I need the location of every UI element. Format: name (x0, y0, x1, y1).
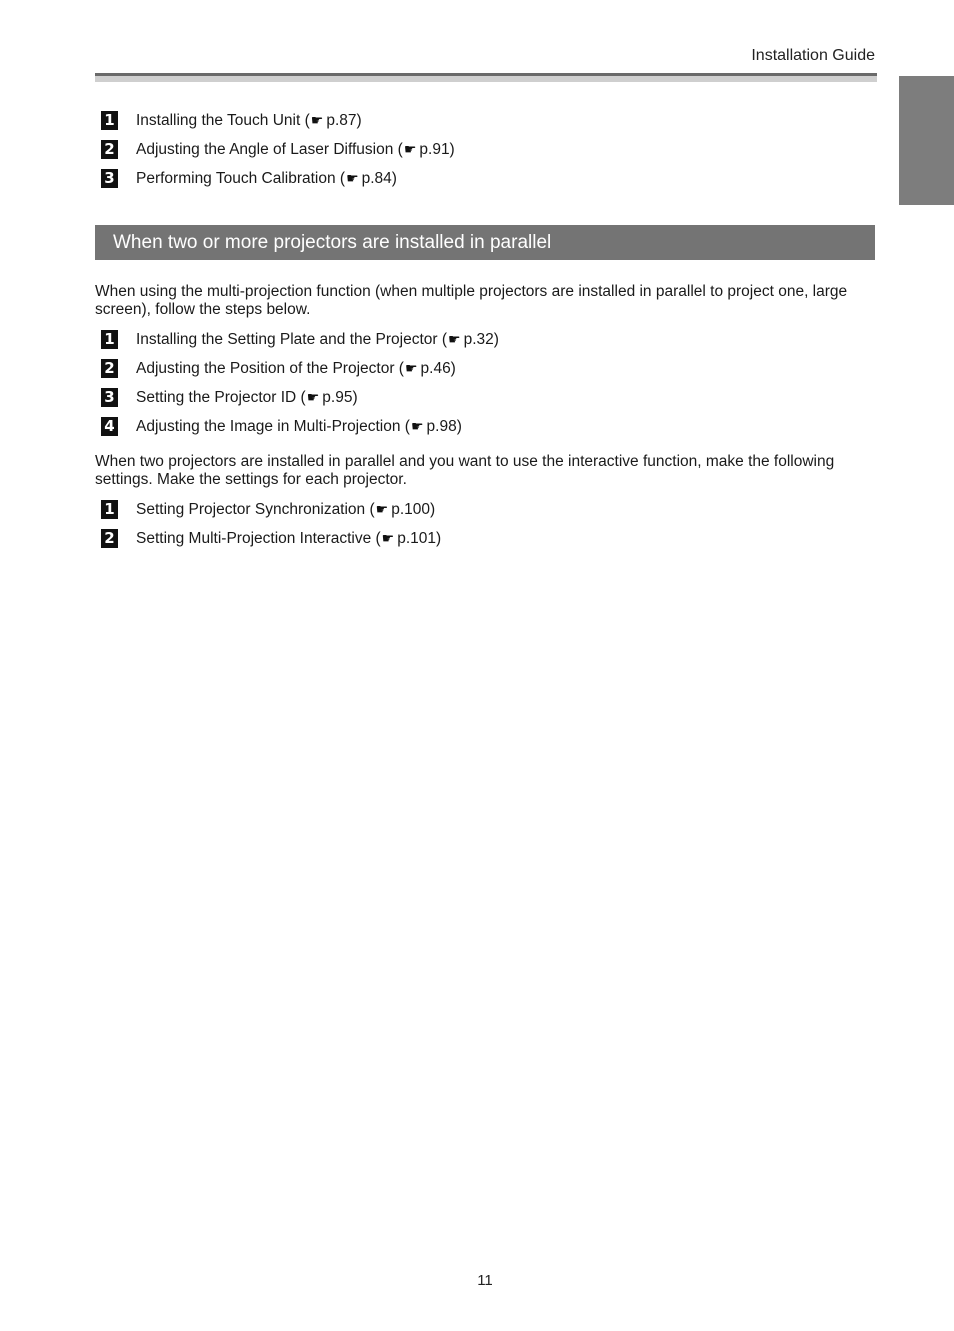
page-reference[interactable]: p.32) (463, 330, 499, 348)
pointing-hand-icon: ☛ (310, 111, 324, 128)
step-item (101, 354, 499, 383)
step-number: 2 (101, 359, 118, 378)
step-item (101, 164, 455, 193)
pointing-hand-icon: ☛ (404, 359, 418, 376)
pointing-hand-icon: ☛ (403, 140, 417, 157)
page-reference[interactable]: p.95) (322, 388, 358, 406)
step-label: Setting the Projector ID ( (136, 388, 306, 406)
step-number: 1 (101, 330, 118, 349)
step-text[interactable] (136, 112, 362, 130)
step-item (101, 135, 455, 164)
step-text[interactable] (136, 331, 499, 349)
step-text[interactable] (136, 389, 358, 407)
step-item (101, 412, 499, 441)
step-text[interactable] (136, 501, 435, 519)
step-number: 3 (101, 388, 118, 407)
step-number: 2 (101, 140, 118, 159)
step-label: Setting Projector Synchronization ( (136, 500, 375, 518)
page-reference[interactable]: p.87) (326, 111, 362, 129)
step-number: 2 (101, 529, 118, 548)
intro-paragraph: When using the multi-projection function (when multiple projectors are installed in parallel to project one, large screen), follow the steps below. (95, 283, 848, 318)
step-list-3 (101, 495, 441, 553)
step-number: 4 (101, 417, 118, 436)
header-title: Installation Guide (751, 47, 875, 64)
page-reference[interactable]: p.98) (426, 417, 462, 435)
page-number: 11 (477, 1272, 493, 1289)
page-reference[interactable]: p.46) (420, 359, 456, 377)
pointing-hand-icon: ☛ (381, 529, 395, 546)
pointing-hand-icon: ☛ (346, 169, 359, 186)
step-number: 1 (101, 500, 118, 519)
step-label: Performing Touch Calibration ( (136, 169, 346, 187)
step-text[interactable] (136, 530, 441, 548)
page-reference[interactable]: p.101) (397, 529, 442, 547)
step-label: Setting Multi-Projection Interactive ( (136, 529, 381, 547)
step-label: Adjusting the Image in Multi-Projection ( (136, 417, 410, 435)
step-label: Installing the Touch Unit ( (136, 111, 310, 129)
header-rule (95, 73, 877, 82)
step-list-1 (101, 106, 455, 193)
step-list-2 (101, 325, 499, 441)
pointing-hand-icon: ☛ (448, 330, 461, 347)
step-item (101, 383, 499, 412)
step-item (101, 524, 441, 553)
step-number: 1 (101, 111, 118, 130)
step-text[interactable] (136, 418, 462, 436)
section-heading-bar (95, 225, 875, 260)
interactive-paragraph: When two projectors are installed in parallel and you want to use the interactive function, make the following settings. Make the settings for each projector. (95, 453, 835, 488)
pointing-hand-icon: ☛ (375, 500, 389, 517)
step-item (101, 106, 455, 135)
step-item (101, 495, 441, 524)
pointing-hand-icon: ☛ (306, 388, 320, 405)
section-title: When two or more projectors are installed in parallel (113, 232, 552, 253)
page-reference[interactable]: p.84) (361, 169, 397, 187)
step-item (101, 325, 499, 354)
step-text[interactable] (136, 141, 455, 159)
pointing-hand-icon: ☛ (410, 417, 424, 434)
page-reference[interactable]: p.91) (419, 140, 455, 158)
step-text[interactable] (136, 170, 397, 188)
step-number: 3 (101, 169, 118, 188)
step-label: Adjusting the Angle of Laser Diffusion ( (136, 140, 403, 158)
step-text[interactable] (136, 360, 456, 378)
step-label: Adjusting the Position of the Projector ( (136, 359, 404, 377)
step-label: Installing the Setting Plate and the Projector ( (136, 330, 448, 348)
page-reference[interactable]: p.100) (391, 500, 436, 518)
chapter-side-tab (899, 76, 954, 205)
